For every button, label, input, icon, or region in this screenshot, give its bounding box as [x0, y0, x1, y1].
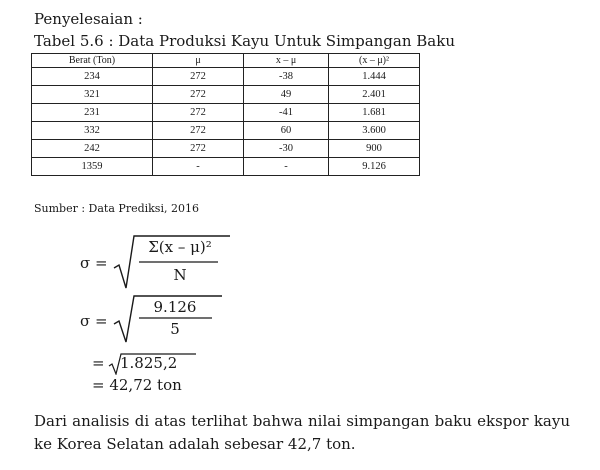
- sigma-lhs-2: σ =: [80, 312, 108, 330]
- table-source: Sumber : Data Prediksi, 2016: [34, 202, 199, 215]
- cell: 272: [153, 122, 244, 140]
- formula-numerator: Σ(x – μ)²: [148, 238, 212, 256]
- header-squared: (x – μ)²: [329, 54, 420, 68]
- sub-numerator: 9.126: [153, 298, 197, 316]
- step-sqrt-line: [92, 353, 232, 375]
- cell: 332: [32, 122, 153, 140]
- formula-denominator: N: [173, 266, 187, 284]
- cell: 3.600: [329, 122, 420, 140]
- cell: -: [153, 158, 244, 176]
- step-sqrt-value: 1.825,2: [120, 354, 178, 372]
- header-mu: μ: [153, 54, 244, 68]
- table-row: [32, 122, 420, 140]
- cell: 1.444: [329, 68, 420, 86]
- cell: 1359: [32, 158, 153, 176]
- cell: -41: [244, 104, 329, 122]
- cell: -: [244, 158, 329, 176]
- cell: 2.401: [329, 86, 420, 104]
- table-caption: Tabel 5.6 : Data Produksi Kayu Untuk Simpangan Baku: [34, 32, 455, 50]
- heading: Penyelesaian :: [34, 10, 143, 28]
- data-table: [31, 53, 420, 176]
- cell: -38: [244, 68, 329, 86]
- std-dev-formula: [80, 232, 280, 292]
- conclusion-paragraph: Dari analisis di atas terlihat bahwa nilai simpangan baku ekspor kayu ke Korea Selatan adalah sebesar 42,7 ton.: [34, 412, 570, 453]
- header-berat: Berat (Ton): [32, 54, 153, 68]
- step-equals: =: [92, 354, 105, 372]
- cell: 272: [153, 68, 244, 86]
- table-row: [32, 104, 420, 122]
- cell: 60: [244, 122, 329, 140]
- cell: -30: [244, 140, 329, 158]
- cell: 272: [153, 140, 244, 158]
- table-row: [32, 86, 420, 104]
- header-x-minus-mu: x – μ: [244, 54, 329, 68]
- sub-denominator: 5: [170, 320, 180, 338]
- cell: 9.126: [329, 158, 420, 176]
- cell: 242: [32, 140, 153, 158]
- cell: 272: [153, 86, 244, 104]
- table-row: [32, 68, 420, 86]
- cell: 231: [32, 104, 153, 122]
- cell: 49: [244, 86, 329, 104]
- cell: 234: [32, 68, 153, 86]
- cell: 272: [153, 104, 244, 122]
- std-dev-substitution: [80, 292, 280, 344]
- table-total-row: [32, 158, 420, 176]
- table-header-row: [32, 54, 420, 68]
- cell: 1.681: [329, 104, 420, 122]
- step-result: = 42,72 ton: [92, 376, 182, 394]
- cell: 900: [329, 140, 420, 158]
- sigma-lhs: σ =: [80, 254, 108, 272]
- cell: 321: [32, 86, 153, 104]
- table-row: [32, 140, 420, 158]
